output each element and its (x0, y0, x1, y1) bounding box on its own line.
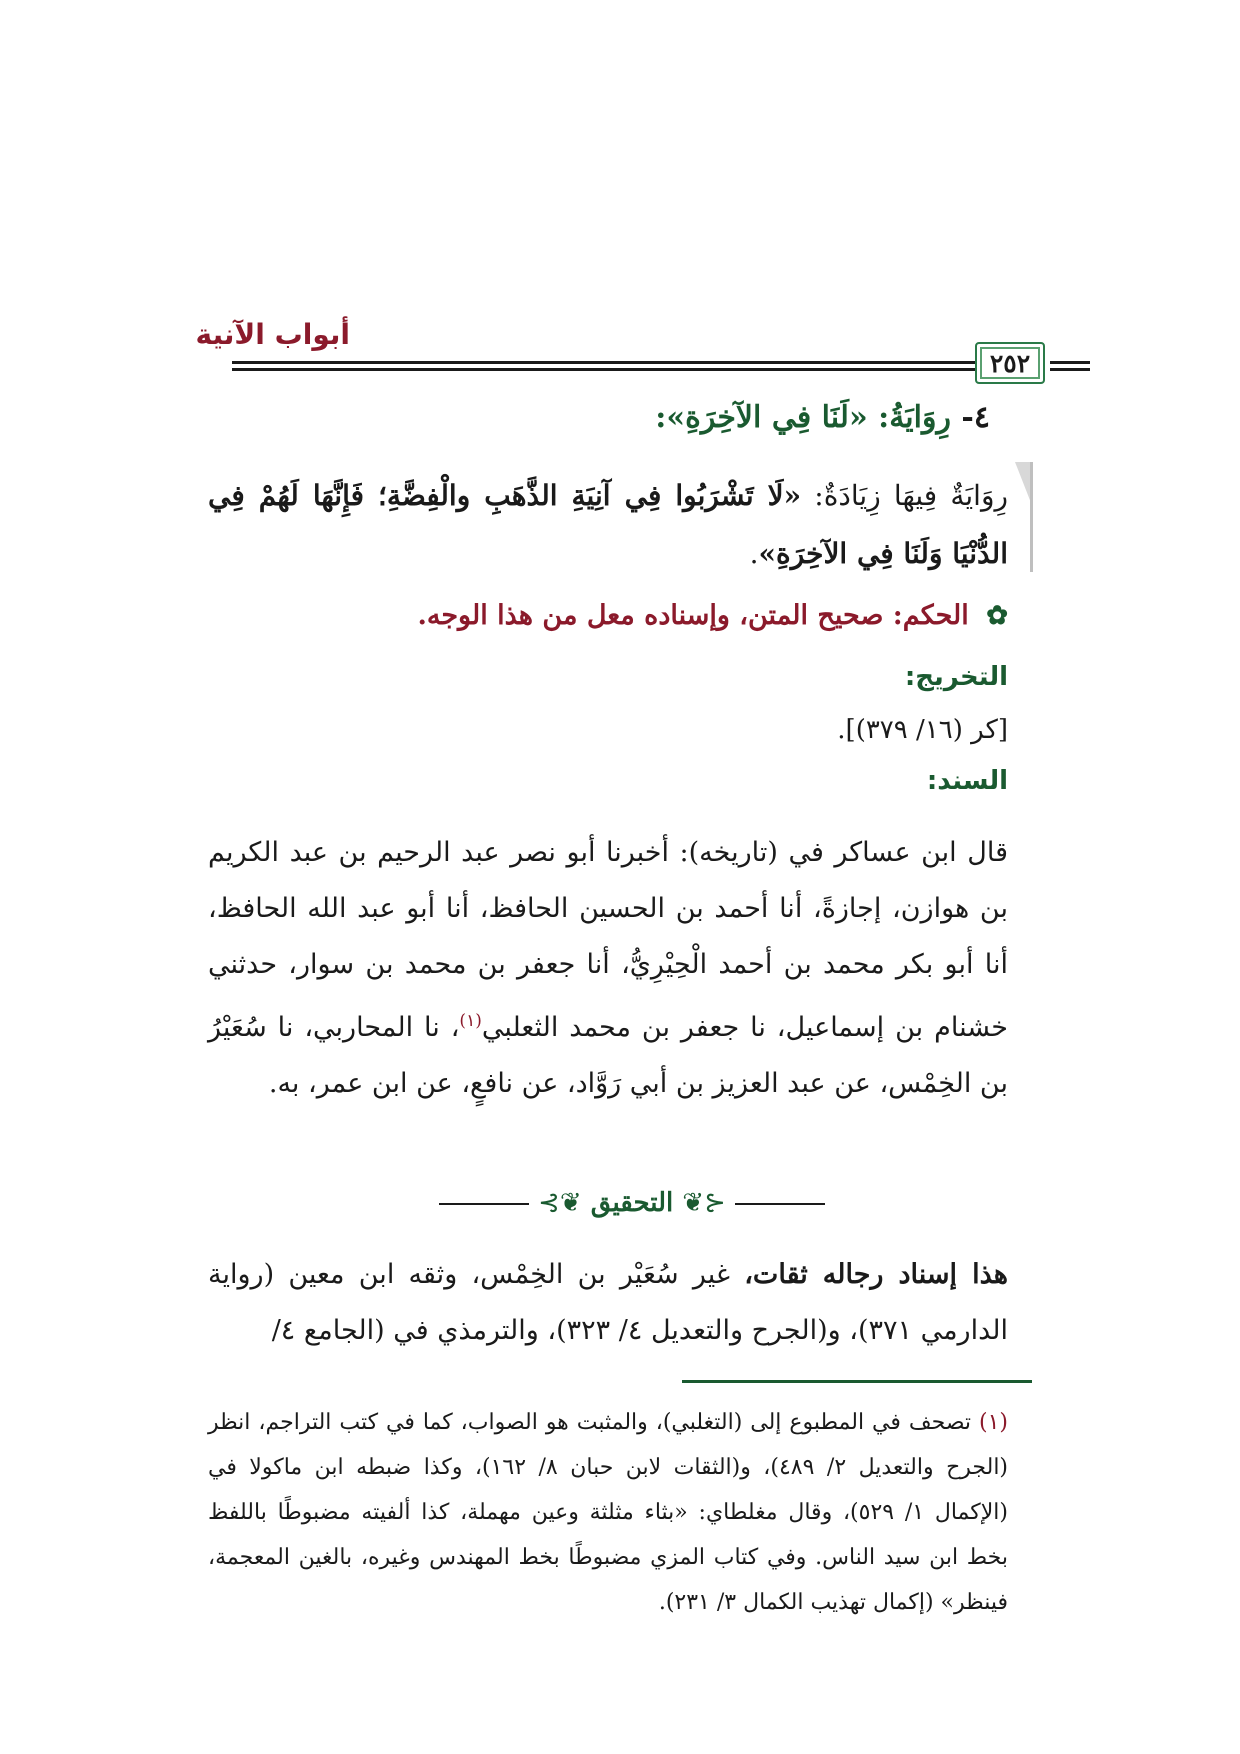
header-rule-left-bottom (1050, 368, 1090, 371)
narration-text (208, 467, 1008, 583)
section-title (230, 400, 990, 435)
sanad-label: السند: (926, 766, 1008, 796)
page-number: ٢٥٢ (975, 342, 1045, 384)
footnote-text: تصحف في المطبوع إلى (التغلبي)، والمثبت هو الصواب، كما في كتب التراجم، انظر (الجرح والتعديل ٢/ ٤٨٩)، و(الثقات لابن حبان ٨/ ١٦٢)، وكذا ضبطه ابن ماكولا في (الإكمال ١/ ٥٢٩)، وقال مغلطاي: «بثاء مثلثة وعين مهملة، كذا ألفيته مضبوطًا باللفظ بخط ابن سيد الناس. وفي كتاب المزي مضبوطًا بخط المهندس وغيره، بالغين المعجمة، فينظر» (إكمال تهذيب الكمال ٣/ ٢٣١). (208, 1410, 1009, 1615)
section-title-text: رِوَايَةُ: «لَنَا فِي الآخِرَةِ»: (655, 400, 951, 435)
margin-line (1030, 462, 1033, 572)
footnote-number: (١) (978, 1410, 1008, 1435)
takhrij-label: التخريج: (904, 662, 1008, 692)
ornament-icon: ⊰❦ (682, 1188, 726, 1218)
narration-end: . (749, 537, 759, 570)
heading-dash-right (735, 1203, 825, 1205)
tahqiq-bold-intro: هذا إسناد رجاله ثقات، (744, 1259, 1008, 1290)
verdict (208, 600, 1008, 631)
narration-intro: رِوَايَةٌ فِيهَا زِيَادَةٌ: (801, 479, 1008, 512)
header-rule-left-top (1050, 361, 1090, 364)
ornament-icon: ❦⊱ (538, 1188, 582, 1218)
verdict-text: صحيح المتن، وإسناده معل من هذا الوجه. (417, 600, 884, 631)
header-rule-bottom (232, 368, 1022, 371)
flower-icon: ✿ (986, 601, 1008, 631)
footnote-separator (682, 1380, 1032, 1383)
footnote-reference[interactable]: (١) (459, 1011, 482, 1031)
tahqiq-body: غير سُعَيْر بن الخِمْس، وثقه ابن معين (رواية الدارمي ٣٧١)، و(الجرح والتعديل ٤/ ٣٢٣)، والترمذي في (الجامع ٤/ (208, 1259, 1008, 1346)
heading-dash-left (439, 1203, 529, 1205)
sanad-text (208, 825, 1008, 1112)
tahqiq-heading-text: التحقيق (590, 1188, 674, 1218)
tahqiq-heading (232, 1188, 1032, 1218)
verdict-label: الحكم: (892, 600, 969, 631)
sanad-text-before: قال ابن عساكر في (تاريخه): أخبرنا أبو نصر عبد الرحيم بن عبد الكريم بن هوازن، إجازةً، أنا أحمد بن الحسين الحافظ، أنا أبو عبد الله الحافظ، أنا أبو بكر محمد بن أحمد الْحِيْرِيُّ، أنا جعفر بن محمد بن سوار، حدثني خشنام بن إسماعيل، نا جعفر بن محمد الثعلبي (208, 837, 1008, 1043)
narration-quote: «لَا تَشْرَبُوا فِي آنِيَةِ الذَّهَبِ والْفِضَّةِ؛ فَإِنَّهَا لَهُمْ فِي الدُّنْيَا وَلَنَا فِي الآخِرَةِ» (208, 479, 1008, 570)
sanad-text-after: ، نا المحاربي، نا سُعَيْرُ بن الخِمْس، عن عبد العزيز بن أبي رَوَّاد، عن نافعٍ، عن ابن عمر، به. (208, 1012, 1008, 1099)
running-title: أبواب الآنية (195, 318, 350, 351)
takhrij-reference: [كر (١٦/ ٣٧٩)]. (837, 715, 1008, 745)
section-number: ٤- (961, 400, 990, 435)
footnote (208, 1400, 1008, 1625)
header-rule-top (232, 361, 1022, 364)
tahqiq-text (208, 1247, 1008, 1359)
